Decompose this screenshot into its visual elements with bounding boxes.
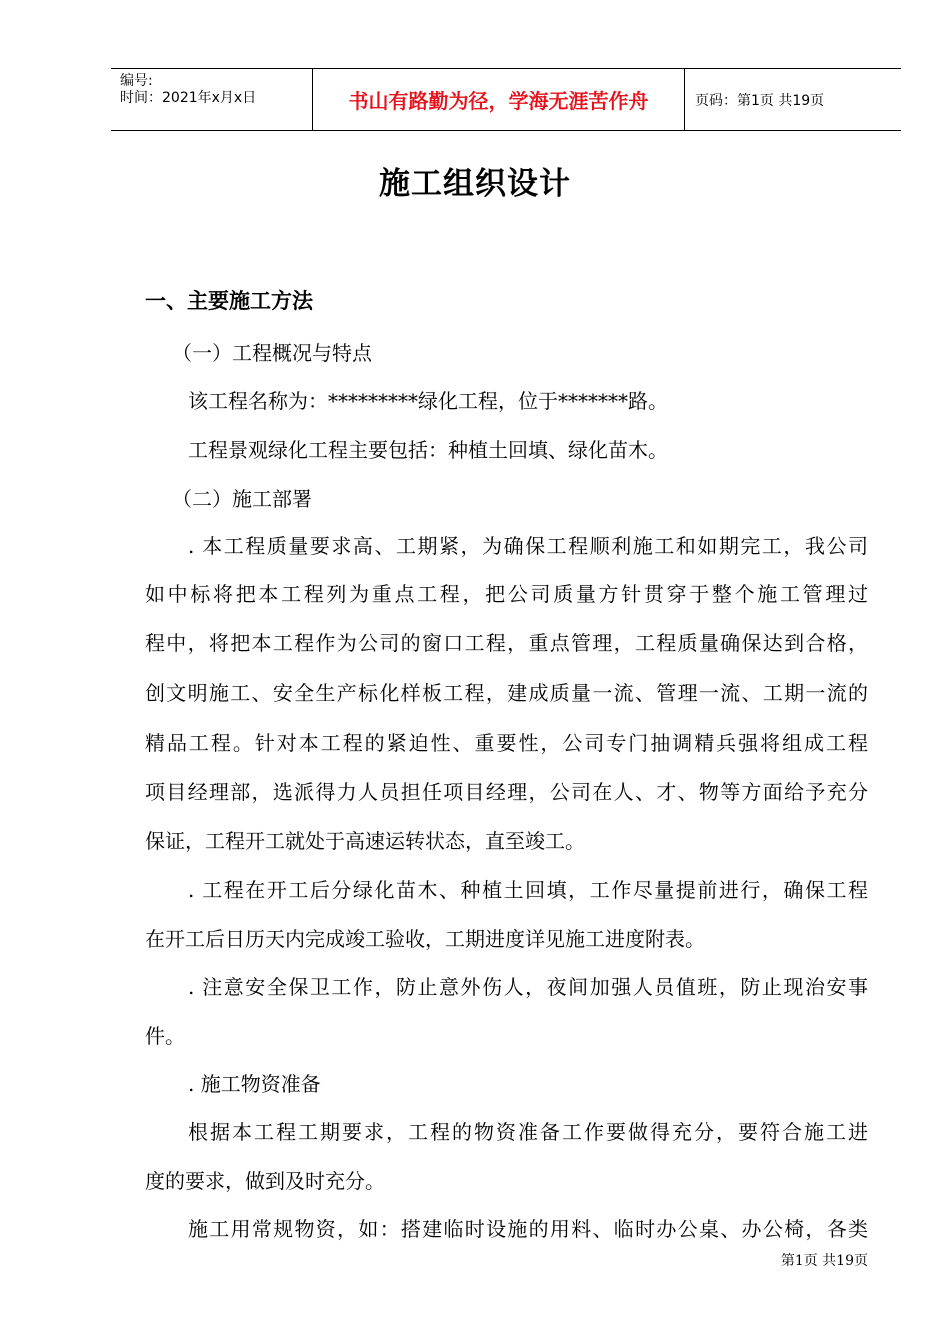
- paragraph-line: 保证，工程开工就处于高速运转状态，直至竣工。: [145, 829, 585, 853]
- paragraph-line: 程中，将把本工程作为公司的窗口工程，重点管理，工程质量确保达到合格，: [145, 631, 868, 655]
- paragraph: 该工程名称为：*********绿化工程，位于*******路。: [188, 389, 668, 413]
- paragraph-line: 精品工程。针对本工程的紧迫性、重要性，公司专门抽调精兵强将组成工程: [145, 731, 868, 755]
- document-title: 施工组织设计: [379, 166, 571, 202]
- time-label: 时间：2021年x月x日: [120, 90, 257, 106]
- paragraph-line: 如中标将把本工程列为重点工程，把公司质量方针贯穿于整个施工管理过: [145, 582, 868, 606]
- header-meta-cell: [111, 69, 313, 130]
- paragraph-line: 项目经理部，选派得力人员担任项目经理，公司在人、才、物等方面给予充分: [145, 780, 868, 804]
- paragraph-line: 施工用常规物资，如：搭建临时设施的用料、临时办公桌、办公椅，各类: [188, 1217, 868, 1241]
- page-header: [111, 68, 901, 131]
- paragraph-line: . 施工物资准备: [188, 1072, 321, 1096]
- number-label: 编号:: [120, 73, 153, 89]
- paragraph-line: . 本工程质量要求高、工期紧，为确保工程顺利施工和如期完工，我公司: [188, 534, 868, 558]
- paragraph-line: 创文明施工、安全生产标化样板工程，建成质量一流、管理一流、工期一流的: [145, 681, 868, 705]
- paragraph-line: . 工程在开工后分绿化苗木、种植土回填，工作尽量提前进行，确保工程: [188, 878, 868, 902]
- paragraph-line: 度的要求，做到及时充分。: [145, 1169, 385, 1193]
- paragraph-line: . 注意安全保卫工作，防止意外伤人，夜间加强人员值班，防止现治安事: [188, 975, 868, 999]
- header-motto: 书山有路勤为径，学海无涯苦作舟: [313, 69, 685, 130]
- header-page-info: 页码：第1页 共19页: [695, 92, 825, 109]
- paragraph: 工程景观绿化工程主要包括：种植土回填、绿化苗木。: [188, 438, 668, 462]
- section-heading: 一、主要施工方法: [145, 289, 313, 313]
- subsection-heading: （一）工程概况与特点: [172, 341, 372, 365]
- subsection-heading: （二）施工部署: [172, 487, 312, 511]
- paragraph-line: 件。: [145, 1024, 185, 1048]
- paragraph-line: 在开工后日历天内完成竣工验收，工期进度详见施工进度附表。: [145, 927, 705, 951]
- page-footer: 第1页 共19页: [780, 1253, 868, 1269]
- paragraph-line: 根据本工程工期要求，工程的物资准备工作要做得充分，要符合施工进: [188, 1120, 868, 1144]
